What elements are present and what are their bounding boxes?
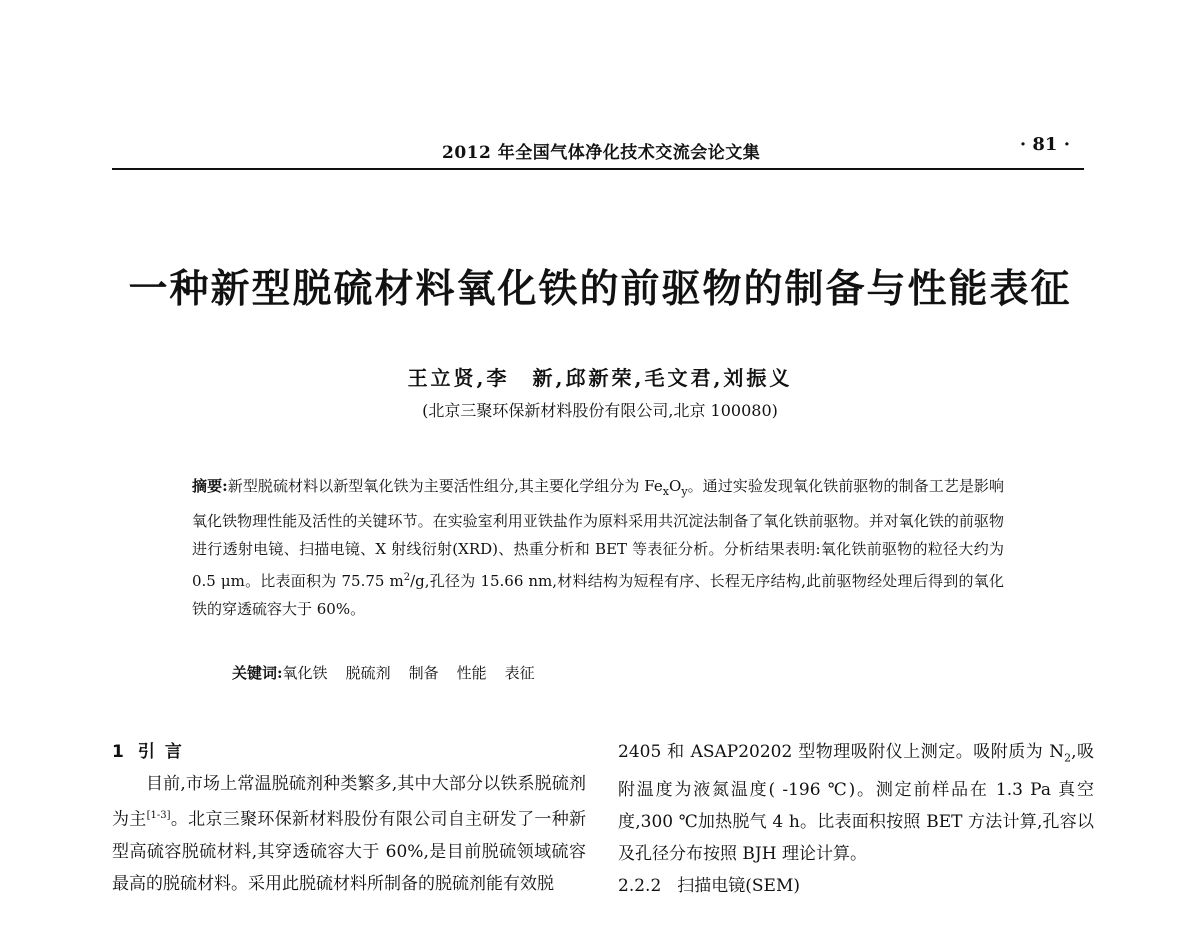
page-number: · 81 · xyxy=(1019,134,1070,155)
subsection-title: 扫描电镜(SEM) xyxy=(677,876,800,897)
section-title: 引言 xyxy=(137,742,192,762)
abstract-text-3: 。通过实验发现氧化铁前驱物的制备工艺是影响氧化铁物理性能及活性的关键环节。在实验室利用亚铁盐作为原料采用共沉淀法制备了氧化铁前驱物。并对氧化铁的前驱物进行透射电镜、扫描电镜、X 射线衍射(XRD)、热重分析和 BET 等表征分析。分析结果表明:氧化铁前驱物的粒径大约为 0.5 μm。比表面积为 75.75 m xyxy=(192,477,1004,590)
intro-text-b: 。北京三聚环保新材料股份有限公司自主研发了一种新型高硫容脱硫材料,其穿透硫容大于 60%,是目前脱硫领域硫容最高的脱硫材料。采用此脱硫材料所制备的脱硫剂能有效脱 xyxy=(112,809,587,894)
running-title: 2012 年全国气体净化技术交流会论文集 xyxy=(442,143,761,163)
subsection-heading-sem xyxy=(618,870,1094,902)
keywords-label: 关键词: xyxy=(232,664,283,682)
n2-subscript: 2 xyxy=(1064,751,1072,765)
keywords xyxy=(232,662,992,683)
intro-text-a: 目前,市场上常温脱硫剂种类繁多,其中大部分以铁系脱硫剂为主 xyxy=(112,774,586,830)
abstract-sub-y: y xyxy=(681,485,688,498)
abstract-text-2: O xyxy=(669,477,682,495)
subsection-number: 2.2.2 xyxy=(618,876,662,897)
left-column xyxy=(112,736,586,900)
bet-text-b: ,吸附温度为液氮温度( -196 ℃)。测定前样品在 1.3 Pa 真空度,300 ℃加热脱气 4 h。比表面积按照 BET 方法计算,孔容以及孔径分布按照 BJH 理论计算。 xyxy=(618,742,1094,865)
header-rule xyxy=(112,168,1084,170)
abstract-sup-2: 2 xyxy=(403,571,411,583)
intro-paragraph xyxy=(112,768,586,900)
abstract-sub-x: x xyxy=(662,485,669,498)
keyword-item: 性能 xyxy=(456,664,487,682)
abstract-text-1: 新型脱硫材料以新型氧化铁为主要活性组分,其主要化学组分为 Fe xyxy=(227,477,663,495)
keyword-item: 制备 xyxy=(408,664,439,682)
bet-method-paragraph xyxy=(618,736,1094,870)
section-heading-intro xyxy=(112,736,586,768)
citation: [1-3] xyxy=(146,810,171,821)
keyword-item: 氧化铁 xyxy=(282,664,328,682)
running-header xyxy=(112,132,1084,166)
author-list: 王立贤,李 新,邱新荣,毛文君,刘振义 xyxy=(407,366,793,390)
abstract-text-4: /g,孔径为 15.66 nm,材料结构为短程有序、长程无序结构,此前驱物经处理后得到的氧化铁的穿透硫容大于 60%。 xyxy=(192,571,1004,618)
section-number: 1 xyxy=(112,742,124,762)
affiliation: (北京三聚环保新材料股份有限公司,北京 100080) xyxy=(422,401,778,420)
paper-title: 一种新型脱硫材料氧化铁的前驱物的制备与性能表征 xyxy=(128,267,1072,312)
bet-text-a: 2405 和 ASAP20202 型物理吸附仪上测定。吸附质为 N xyxy=(618,742,1065,762)
abstract xyxy=(192,472,1004,624)
keyword-item: 脱硫剂 xyxy=(345,664,391,682)
abstract-label: 摘要: xyxy=(192,477,228,495)
keyword-item: 表征 xyxy=(504,664,535,682)
right-column xyxy=(618,736,1094,902)
